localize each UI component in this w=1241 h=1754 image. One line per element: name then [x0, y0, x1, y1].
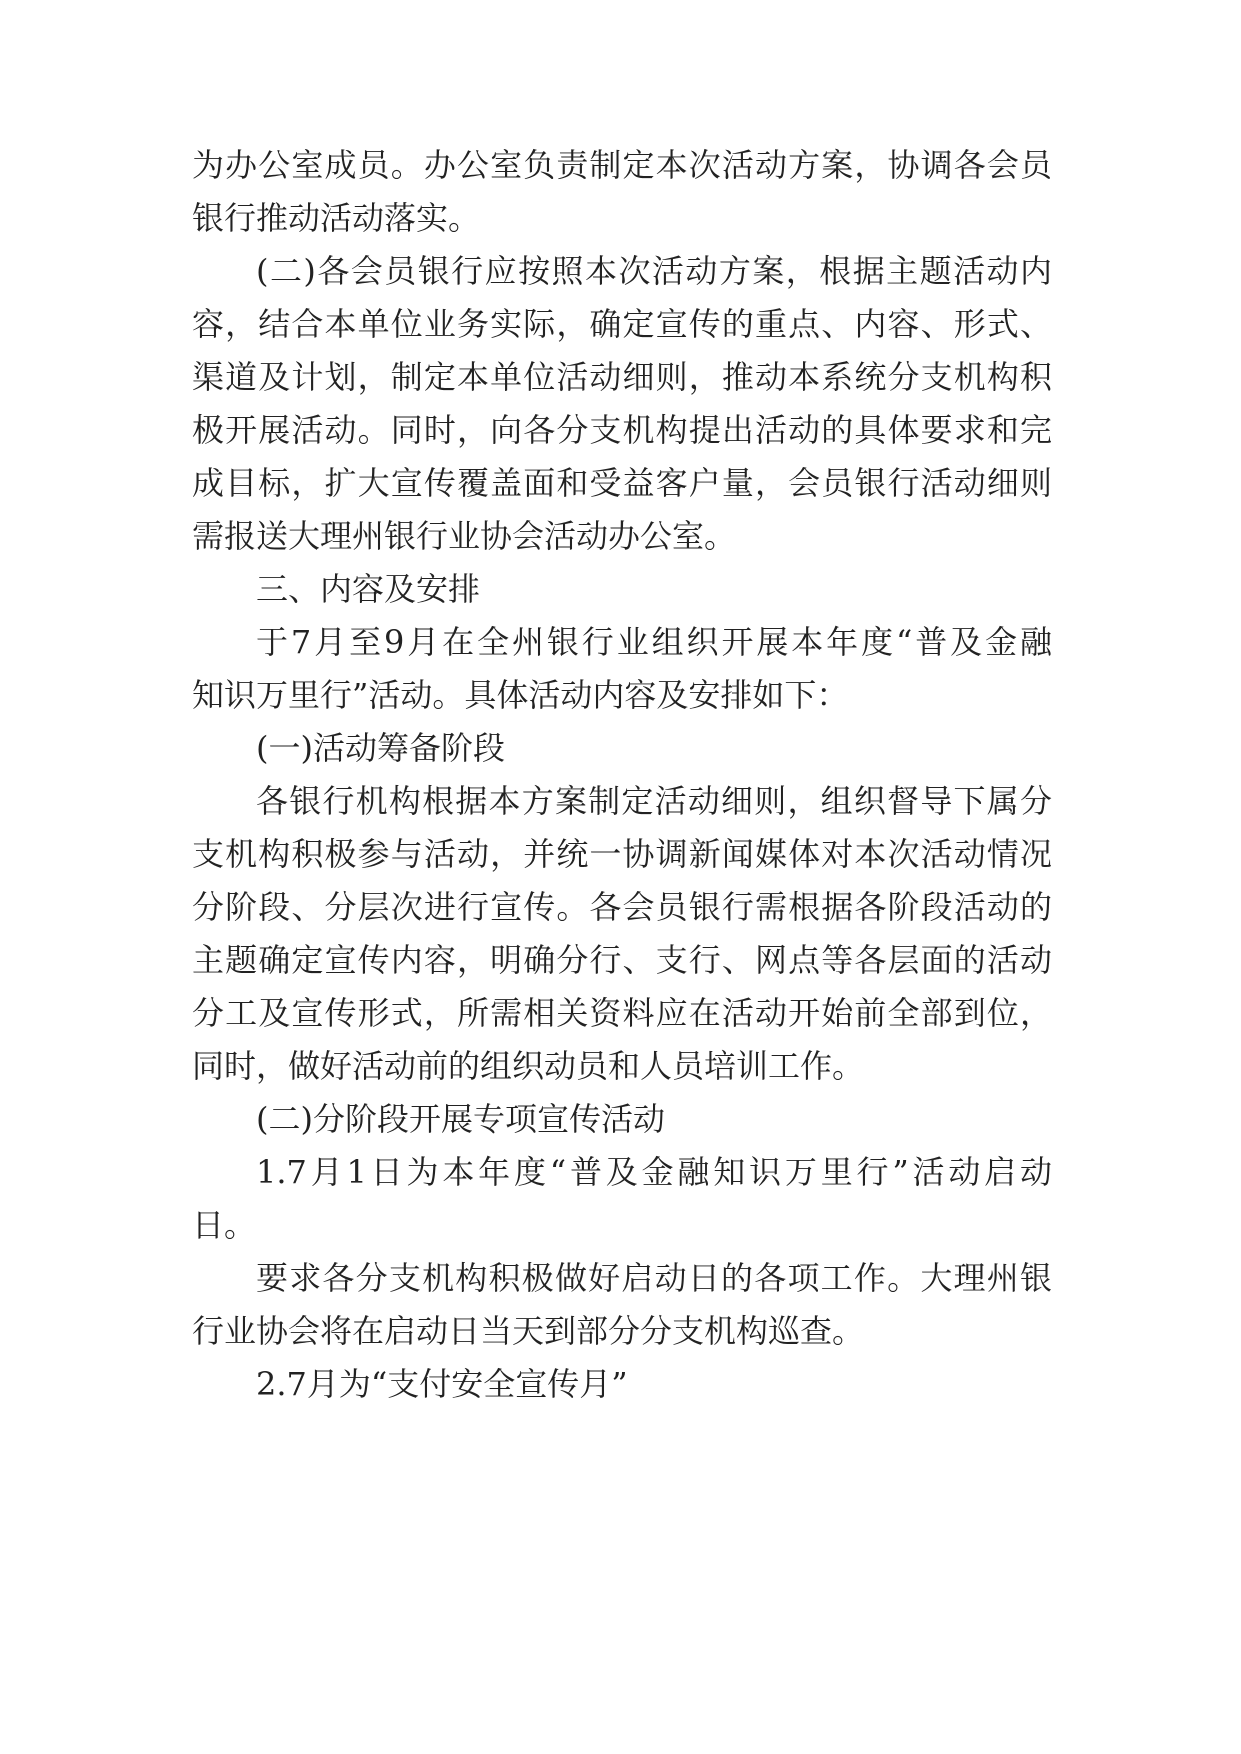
text-line: 要求各分支机构积极做好启动日的各项工作。大理州银: [256, 1259, 1052, 1297]
text-line: 分工及宣传形式，所需相关资料应在活动开始前全部到位，: [192, 994, 1052, 1032]
text-line: 为办公室成员。办公室负责制定本次活动方案，协调各会员: [192, 146, 1052, 184]
text-line: 极开展活动。同时，向各分支机构提出活动的具体要求和完: [192, 411, 1052, 449]
text-line: 于7月至9月在全州银行业组织开展本年度“普及金融: [256, 623, 1052, 661]
text-line: (二)各会员银行应按照本次活动方案，根据主题活动内: [256, 252, 1052, 290]
text-line: 知识万里行”活动。具体活动内容及安排如下：: [192, 676, 849, 714]
text-line: 需报送大理州银行业协会活动办公室。: [192, 517, 737, 555]
text-line: 支机构积极参与活动，并统一协调新闻媒体对本次活动情况: [192, 835, 1052, 873]
text-line: 渠道及计划，制定本单位活动细则，推动本系统分支机构积: [192, 358, 1052, 396]
text-line: 容，结合本单位业务实际，确定宣传的重点、内容、形式、: [192, 305, 1052, 343]
text-line: 1.7月1日为本年度“普及金融知识万里行”活动启动: [256, 1153, 1052, 1191]
text-line: 行业协会将在启动日当天到部分分支机构巡查。: [192, 1312, 865, 1350]
text-line: 各银行机构根据本方案制定活动细则，组织督导下属分: [256, 782, 1052, 820]
text-line: 成目标，扩大宣传覆盖面和受益客户量，会员银行活动细则: [192, 464, 1052, 502]
text-line: 银行推动活动落实。: [192, 199, 481, 237]
text-line: 分阶段、分层次进行宣传。各会员银行需根据各阶段活动的: [192, 888, 1052, 926]
subsection-heading: (一)活动筹备阶段: [256, 729, 505, 767]
text-line: 同时，做好活动前的组织动员和人员培训工作。: [192, 1047, 865, 1085]
subsection-heading: (二)分阶段开展专项宣传活动: [256, 1100, 665, 1138]
section-heading: 三、内容及安排: [256, 570, 481, 608]
text-line: 2.7月为“支付安全宣传月”: [256, 1365, 628, 1403]
text-line: 主题确定宣传内容，明确分行、支行、网点等各层面的活动: [192, 941, 1052, 979]
text-line: 日。: [192, 1206, 257, 1244]
